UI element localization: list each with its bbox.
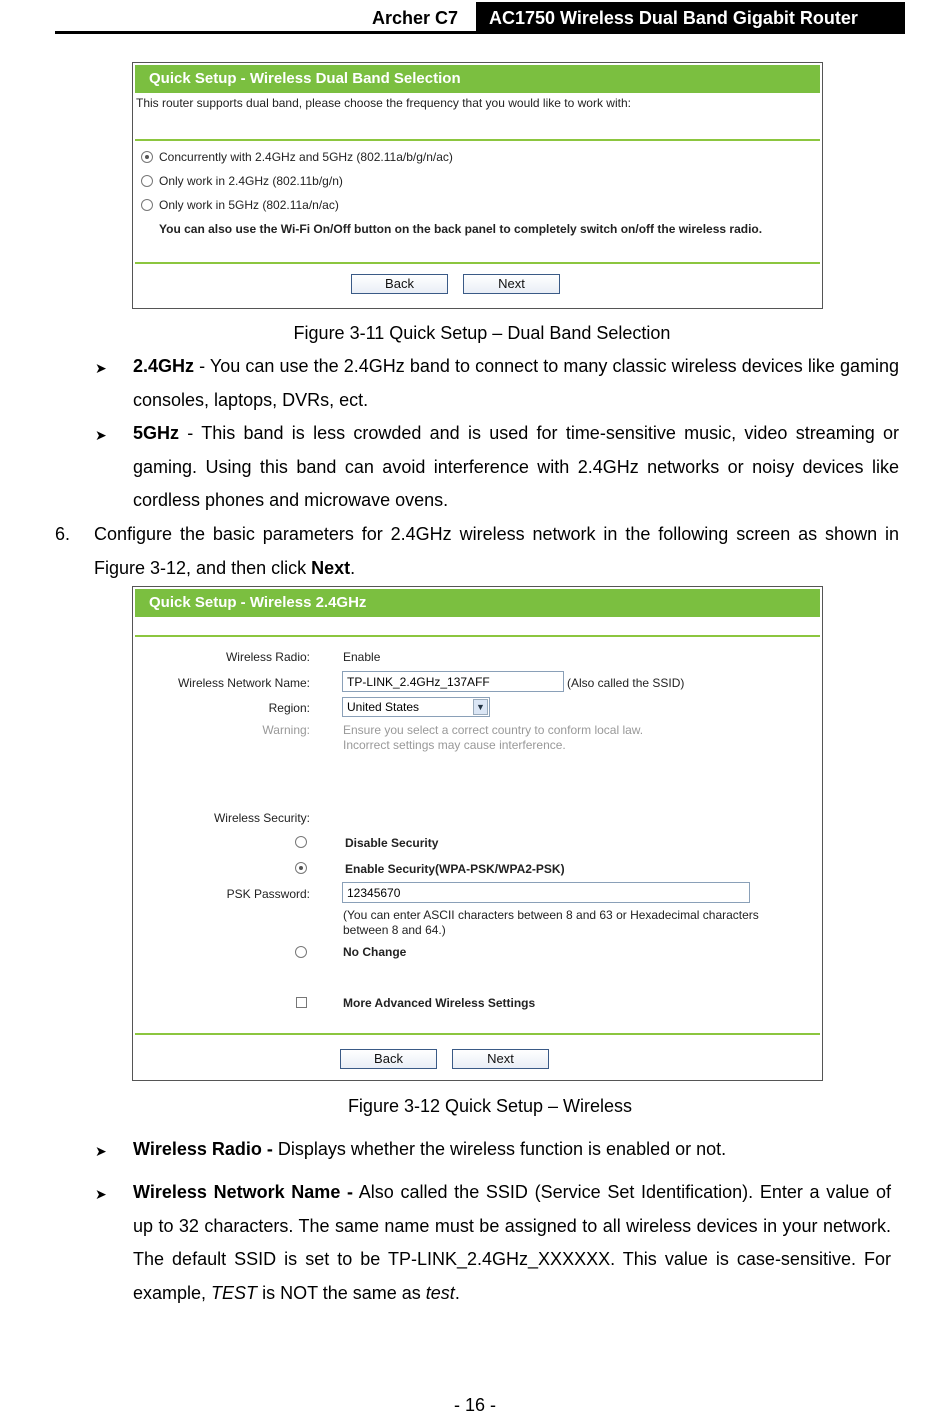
bullet-network-name [133,1176,891,1310]
no-change-label: No Change [343,945,407,959]
bullet-arrow: ➤ [95,360,107,376]
divider [135,1033,820,1035]
bullet-text: is NOT the same as [257,1282,426,1303]
region-select[interactable] [342,697,490,717]
step-6-text [94,518,899,585]
divider [135,139,820,141]
bullet-wireless-radio [133,1133,893,1167]
psk-password-label: PSK Password: [226,887,310,901]
bullet-text: Displays whether the wireless function is enabled or not. [272,1139,727,1159]
step-bold: Next [311,557,351,578]
enable-security-label: Enable Security(WPA-PSK/WPA2-PSK) [345,862,565,876]
warning-text-2: Incorrect settings may cause interference. [343,738,566,752]
ssid-hint: (Also called the SSID) [567,676,685,690]
network-name-input[interactable]: TP-LINK_2.4GHz_137AFF [342,671,564,692]
bullet-5ghz [133,417,899,518]
no-change-radio[interactable] [295,946,307,958]
warning-text-1: Ensure you select a correct country to conform local law. [343,723,644,737]
step-text: . [350,557,356,578]
divider [135,635,820,637]
bullet-text: - You can use the 2.4GHz band to connect to many classic wireless devices like gaming consoles, laptops, DVRs, ect. [133,356,899,410]
bullet-arrow: ➤ [95,1186,107,1202]
bullet-italic: test [425,1282,455,1303]
enable-security-radio[interactable] [295,862,307,874]
bullet-arrow: ➤ [95,1143,107,1159]
wireless-radio-value: Enable [343,650,381,664]
bullet-term: 5GHz [133,423,180,443]
advanced-settings-checkbox[interactable] [296,997,307,1008]
psk-hint-1: (You can enter ASCII characters between 8 and 63 or Hexadecimal characters [343,908,759,922]
chevron-down-icon: ▼ [473,699,488,715]
warning-label: Warning: [262,723,310,737]
network-name-label: Wireless Network Name: [177,676,310,690]
option-24ghz-radio[interactable] [141,175,153,187]
step-number: 6. [55,524,71,544]
back-button[interactable]: Back [351,274,448,294]
option-concurrent-radio[interactable] [141,151,153,163]
region-label: Region: [268,701,310,715]
bullet-24ghz [133,350,899,417]
option-concurrent-label: Concurrently with 2.4GHz and 5GHz (802.11a/b/g/n/ac) [159,150,453,164]
figure-12-caption: Figure 3-12 Quick Setup – Wireless [347,1096,633,1116]
dual-band-panel-title: Quick Setup - Wireless Dual Band Selection [135,65,820,93]
bullet-term: Wireless Network Name - [133,1182,354,1202]
wifi-button-note: You can also use the Wi-Fi On/Off button on the back panel to completely switch on/off the wireless radio. [159,222,763,236]
bullet-text: . [454,1282,460,1303]
back-button[interactable]: Back [340,1049,437,1069]
disable-security-label: Disable Security [345,836,439,850]
next-button[interactable]: Next [463,274,560,294]
disable-security-radio[interactable] [295,836,307,848]
bullet-italic: TEST [211,1282,258,1303]
advanced-settings-label: More Advanced Wireless Settings [343,996,536,1010]
step-text: Configure the basic parameters for 2.4GHz wireless network in the following screen as shown in Figure 3-12, and then click [94,524,899,578]
bullet-term: Wireless Radio - [133,1139,273,1159]
page-number: - 16 - [453,1395,496,1415]
figure-11-caption: Figure 3-11 Quick Setup – Dual Band Selection [293,323,671,343]
psk-password-input[interactable]: 12345670 [342,882,750,903]
header-rule [55,31,905,34]
wireless-radio-label: Wireless Radio: [225,650,310,664]
header-product: AC1750 Wireless Dual Band Gigabit Router [476,2,905,32]
option-5ghz-label: Only work in 5GHz (802.11a/n/ac) [159,198,339,212]
header-model: Archer C7 [372,8,459,28]
divider [135,262,820,264]
wireless-24ghz-panel [132,586,823,1081]
option-5ghz-radio[interactable] [141,199,153,211]
dual-band-panel [132,62,823,309]
bullet-term: 2.4GHz [133,356,195,376]
bullet-arrow: ➤ [95,427,107,443]
option-24ghz-label: Only work in 2.4GHz (802.11b/g/n) [159,174,343,188]
bullet-text: - This band is less crowded and is used for time-sensitive music, video streaming or gaming. Using this band can avoid interference with 2.4GHz networks or noisy devices like cordless phones and microwave ovens. [133,423,899,510]
region-value: United States [347,700,420,714]
wireless-panel-title: Quick Setup - Wireless 2.4GHz [135,589,820,617]
next-button[interactable]: Next [452,1049,549,1069]
wireless-security-label: Wireless Security: [213,811,310,825]
bullet-text: Also called the SSID (Service Set Identification). Enter a value of up to 32 characters. The same name must be assigned to all wireless devices in your network. The default SSID is set to be TP-LINK_2.4GHz_XXXXXX. This value is case-sensitive. For example, [133,1182,891,1303]
psk-hint-2: between 8 and 64.) [343,923,446,937]
dual-band-intro: This router supports dual band, please choose the frequency that you would like to work with: [136,96,631,110]
